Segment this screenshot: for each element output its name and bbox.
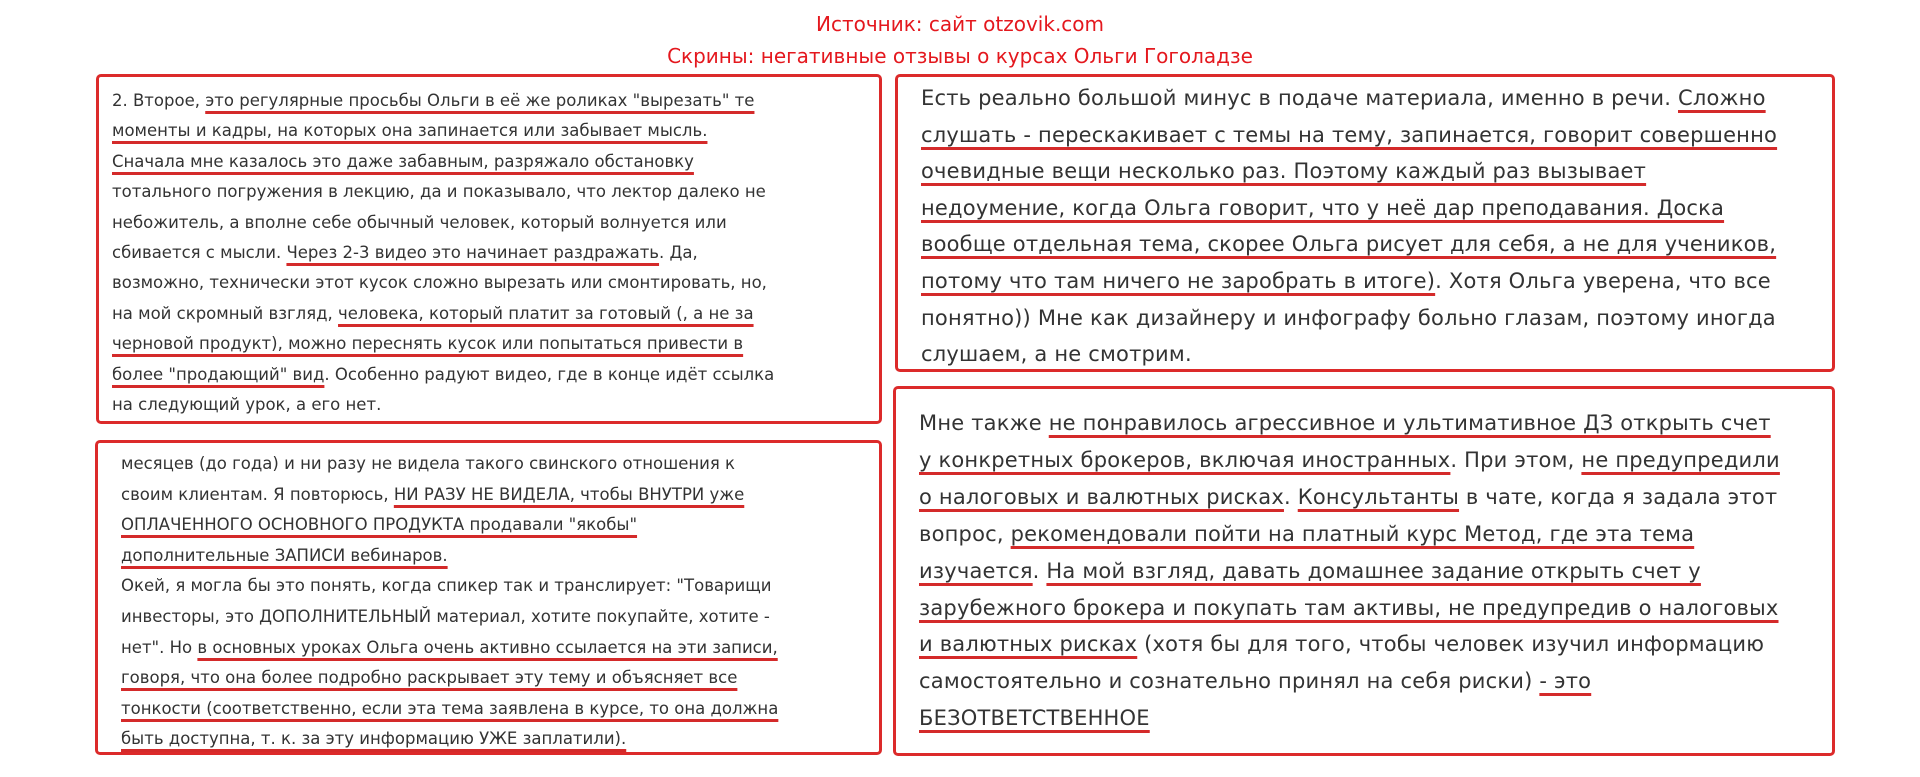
underlined-fragment: говоря, что она более подробно раскрывает эту тему и объясняет все <box>121 668 738 688</box>
underlined-fragment: тонкости (соответственно, если эта тема заявлена в курсе, то она должна <box>121 698 779 718</box>
review-line <box>919 553 1780 590</box>
text-fragment: Есть реально большой минус в подаче материала, именно в речи. <box>921 86 1678 110</box>
text-fragment: . <box>1283 484 1298 509</box>
review-line <box>112 238 774 268</box>
review-line <box>919 516 1780 553</box>
underlined-fragment: Сначала мне казалось это даже забавным, разряжало обстановку <box>112 151 694 171</box>
review-line <box>112 116 774 146</box>
text-fragment: . <box>1032 558 1047 583</box>
review-text <box>121 449 778 755</box>
review-panel-bottom-right <box>893 386 1835 756</box>
text-fragment: . Особенно радуют видео, где в конце идёт ссылка <box>324 364 775 384</box>
underlined-fragment: НИ РАЗУ НЕ ВИДЕЛА, чтобы ВНУТРИ уже <box>393 484 745 504</box>
review-line <box>121 724 778 755</box>
underlined-fragment: в основных уроках Ольга очень активно ссылается на эти записи, <box>197 637 778 657</box>
text-fragment: нет". Но <box>121 637 198 657</box>
underlined-fragment: рекомендовали пойти на платный курс Метод, где эта тема <box>1010 521 1695 546</box>
underlined-fragment: Консультанты <box>1297 484 1460 509</box>
review-line <box>921 117 1777 154</box>
underlined-fragment: изучается <box>919 558 1033 583</box>
review-line <box>121 633 778 664</box>
underlined-fragment: БЕЗОТВЕТСТВЕННОЕ <box>919 706 1150 731</box>
text-fragment: тотального погружения в лекцию, да и показывало, что лектор далеко не <box>112 182 766 202</box>
review-line <box>121 541 778 572</box>
text-fragment: в чате, когда я задала этот <box>1459 484 1778 509</box>
review-line <box>919 626 1780 663</box>
screens-subtitle: Скрины: негативные отзывы о курсах Ольги Гоголадзе <box>667 44 1253 68</box>
underlined-fragment: дополнительные ЗАПИСИ вебинаров. <box>121 545 448 565</box>
review-line <box>921 153 1777 190</box>
text-fragment: . Хотя Ольга уверена, что все <box>1435 268 1771 293</box>
review-line <box>919 405 1780 442</box>
underlined-fragment: о налоговых и валютных рисках <box>919 484 1284 509</box>
underlined-fragment: - это <box>1539 669 1592 694</box>
text-fragment: сбивается с мысли. <box>112 243 287 263</box>
review-text <box>921 80 1777 373</box>
review-line <box>921 300 1777 337</box>
underlined-fragment: более "продающий" вид <box>112 364 325 384</box>
underlined-fragment: черновой продукт), можно переснять кусок или попытаться привести в <box>112 334 744 354</box>
text-fragment: вопрос, <box>919 521 1011 546</box>
underlined-fragment: не понравилось агрессивное и ультимативное ДЗ открыть счет <box>1048 411 1771 435</box>
underlined-fragment: Через 2-3 видео это начинает раздражать <box>286 243 660 263</box>
text-fragment: Окей, я могла бы это понять, когда спикер так и транслирует: "Товарищи <box>121 576 772 596</box>
text-fragment: месяцев (до года) и ни разу не видела такого свинского отношения к <box>121 454 736 473</box>
text-fragment: на следующий урок, а его нет. <box>112 395 382 415</box>
review-line <box>112 86 774 116</box>
review-line <box>921 263 1777 300</box>
review-panel-top-right <box>895 74 1835 372</box>
text-fragment: на мой скромный взгляд, <box>112 303 339 323</box>
underlined-fragment: потому что там ничего не заробрать в итоге) <box>921 268 1436 293</box>
review-line <box>921 80 1777 117</box>
text-fragment: небожитель, а вполне себе обычный человек, который волнуется или <box>112 212 727 232</box>
review-line <box>121 510 778 541</box>
text-fragment: возможно, технически этот кусок сложно вырезать или смонтировать, но, <box>112 273 767 293</box>
review-line <box>112 329 774 359</box>
review-line <box>112 268 774 298</box>
text-fragment: . Да, <box>659 243 698 263</box>
review-line <box>919 700 1780 737</box>
review-line <box>112 147 774 177</box>
underlined-fragment: недоумение, когда Ольга говорит, что у неё дар преподавания. Доска <box>921 195 1725 220</box>
text-fragment: понятно)) Мне как дизайнеру и инфографу больно глазам, поэтому иногда <box>921 305 1776 330</box>
review-line <box>121 602 778 633</box>
text-fragment: 2. Второе, <box>112 91 206 110</box>
review-line <box>921 226 1777 263</box>
review-line <box>919 479 1780 516</box>
review-line <box>919 590 1780 627</box>
underlined-fragment: быть доступна, т. к. за эту информацию УЖЕ заплатили). <box>121 729 627 749</box>
underlined-fragment: На мой взгляд, давать домашнее задание открыть счет у <box>1046 558 1701 583</box>
review-line <box>112 299 774 329</box>
text-fragment: своим клиентам. Я повторюсь, <box>121 484 394 504</box>
underlined-fragment: ОПЛАЧЕННОГО ОСНОВНОГО ПРОДУКТА продавали "якобы" <box>121 515 638 535</box>
review-line <box>921 190 1777 227</box>
underlined-fragment: слушать - перескакивает с темы на тему, запинается, говорит совершенно <box>921 122 1778 147</box>
review-panel-top-left <box>96 74 882 424</box>
underlined-fragment: очевидные вещи несколько раз. Поэтому каждый раз вызывает <box>921 159 1647 184</box>
review-line <box>112 208 774 238</box>
underlined-fragment: человека, который платит за готовый (, а не за <box>338 303 754 323</box>
review-line <box>112 390 774 420</box>
underlined-fragment: у конкретных брокеров, включая иностранных <box>919 447 1451 472</box>
review-text <box>112 86 774 420</box>
review-panel-bottom-left <box>95 440 882 755</box>
review-text <box>919 405 1780 737</box>
review-line <box>121 480 778 511</box>
underlined-fragment: и валютных рисках <box>919 632 1138 657</box>
underlined-fragment: моменты и кадры, на которых она запинается или забывает мысль. <box>112 121 708 141</box>
review-line <box>121 663 778 694</box>
review-line <box>921 336 1777 373</box>
text-fragment: . При этом, <box>1450 447 1582 472</box>
underlined-fragment: не предупредили <box>1581 447 1780 472</box>
review-line <box>121 449 778 480</box>
text-fragment: самостоятельно и сознательно принял на себя риски) <box>919 669 1540 694</box>
review-line <box>919 663 1780 700</box>
text-fragment: слушаем, а не смотрим. <box>921 342 1192 367</box>
underlined-fragment: Сложно <box>1678 86 1766 110</box>
underlined-fragment: это регулярные просьбы Ольги в её же роликах "вырезать" те <box>205 91 755 110</box>
text-fragment: Мне также <box>919 411 1049 435</box>
review-line <box>919 442 1780 479</box>
review-line <box>112 360 774 390</box>
review-line <box>112 177 774 207</box>
source-title: Источник: сайт otzovik.com <box>815 12 1105 36</box>
underlined-fragment: вообще отдельная тема, скорее Ольга рисует для себя, а не для учеников, <box>921 232 1777 257</box>
review-line <box>121 694 778 725</box>
review-line <box>121 571 778 602</box>
underlined-fragment: зарубежного брокера и покупать там активы, не предупредив о налоговых <box>919 595 1779 620</box>
text-fragment: инвесторы, это ДОПОЛНИТЕЛЬНЫЙ материал, хотите покупайте, хотите - <box>121 606 770 626</box>
text-fragment: (хотя бы для того, чтобы человек изучил информацию <box>1137 632 1765 657</box>
